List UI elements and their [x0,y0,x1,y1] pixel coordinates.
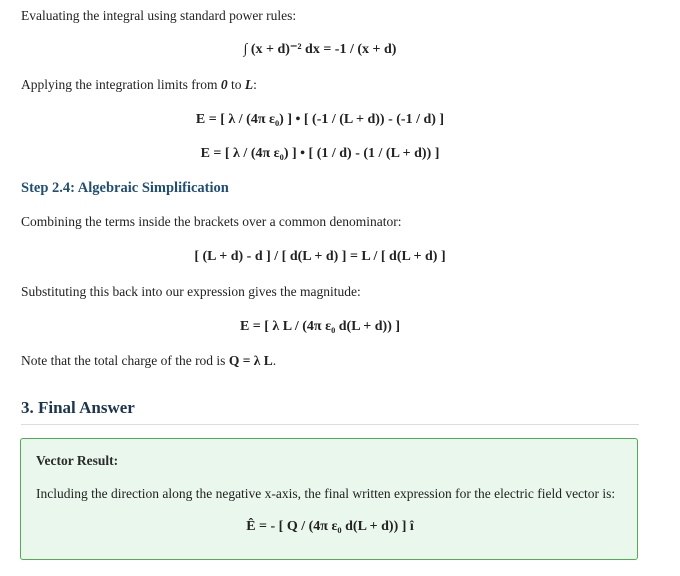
limits-equation-1: E = [ λ / (4π ε₀) ] • [ (-1 / (L + d)) - (-1 / d) ] [195,112,445,127]
limits-suffix: : [253,77,257,92]
result-text: Including the direction along the negative x-axis, the final written expression for the electric field vector is: [36,486,616,501]
limits-lower: 0 [220,77,228,92]
limits-prefix: Applying the integration limits from [21,77,221,92]
limits-equation-2: E = [ λ / (4π ε₀) ] • [ (1 / d) - (1 / (L + d)) ] [200,146,440,161]
result-title: Vector Result: [36,453,119,468]
note-suffix: . [272,353,277,368]
integral-equation: ∫ (x + d)⁻² dx = -1 / (x + d) [243,42,397,57]
note-text [21,352,276,370]
note-prefix: Note that the total charge of the rod is [21,353,229,368]
limits-text [21,76,257,94]
step-heading: Step 2.4: Algebraic Simplification [21,180,229,196]
common-denominator-equation: [ (L + d) - d ] / [ d(L + d) ] = L / [ d(L + d) ] [194,249,446,264]
limits-upper: L [244,77,254,92]
note-formula: Q = λ L [228,353,273,368]
result-box [20,438,638,560]
substituting-text: Substituting this back into our expression gives the magnitude: [21,284,361,299]
limits-middle: to [227,77,245,92]
result-equation: Ê = - [ Q / (4π ε₀ d(L + d)) ] î [246,519,414,534]
magnitude-equation: E = [ λ L / (4π ε₀ d(L + d)) ] [239,319,401,334]
final-answer-heading: 3. Final Answer [21,398,135,417]
section-divider [21,424,639,425]
intro-text: Evaluating the integral using standard power rules: [21,8,297,23]
combining-text: Combining the terms inside the brackets over a common denominator: [21,214,402,229]
